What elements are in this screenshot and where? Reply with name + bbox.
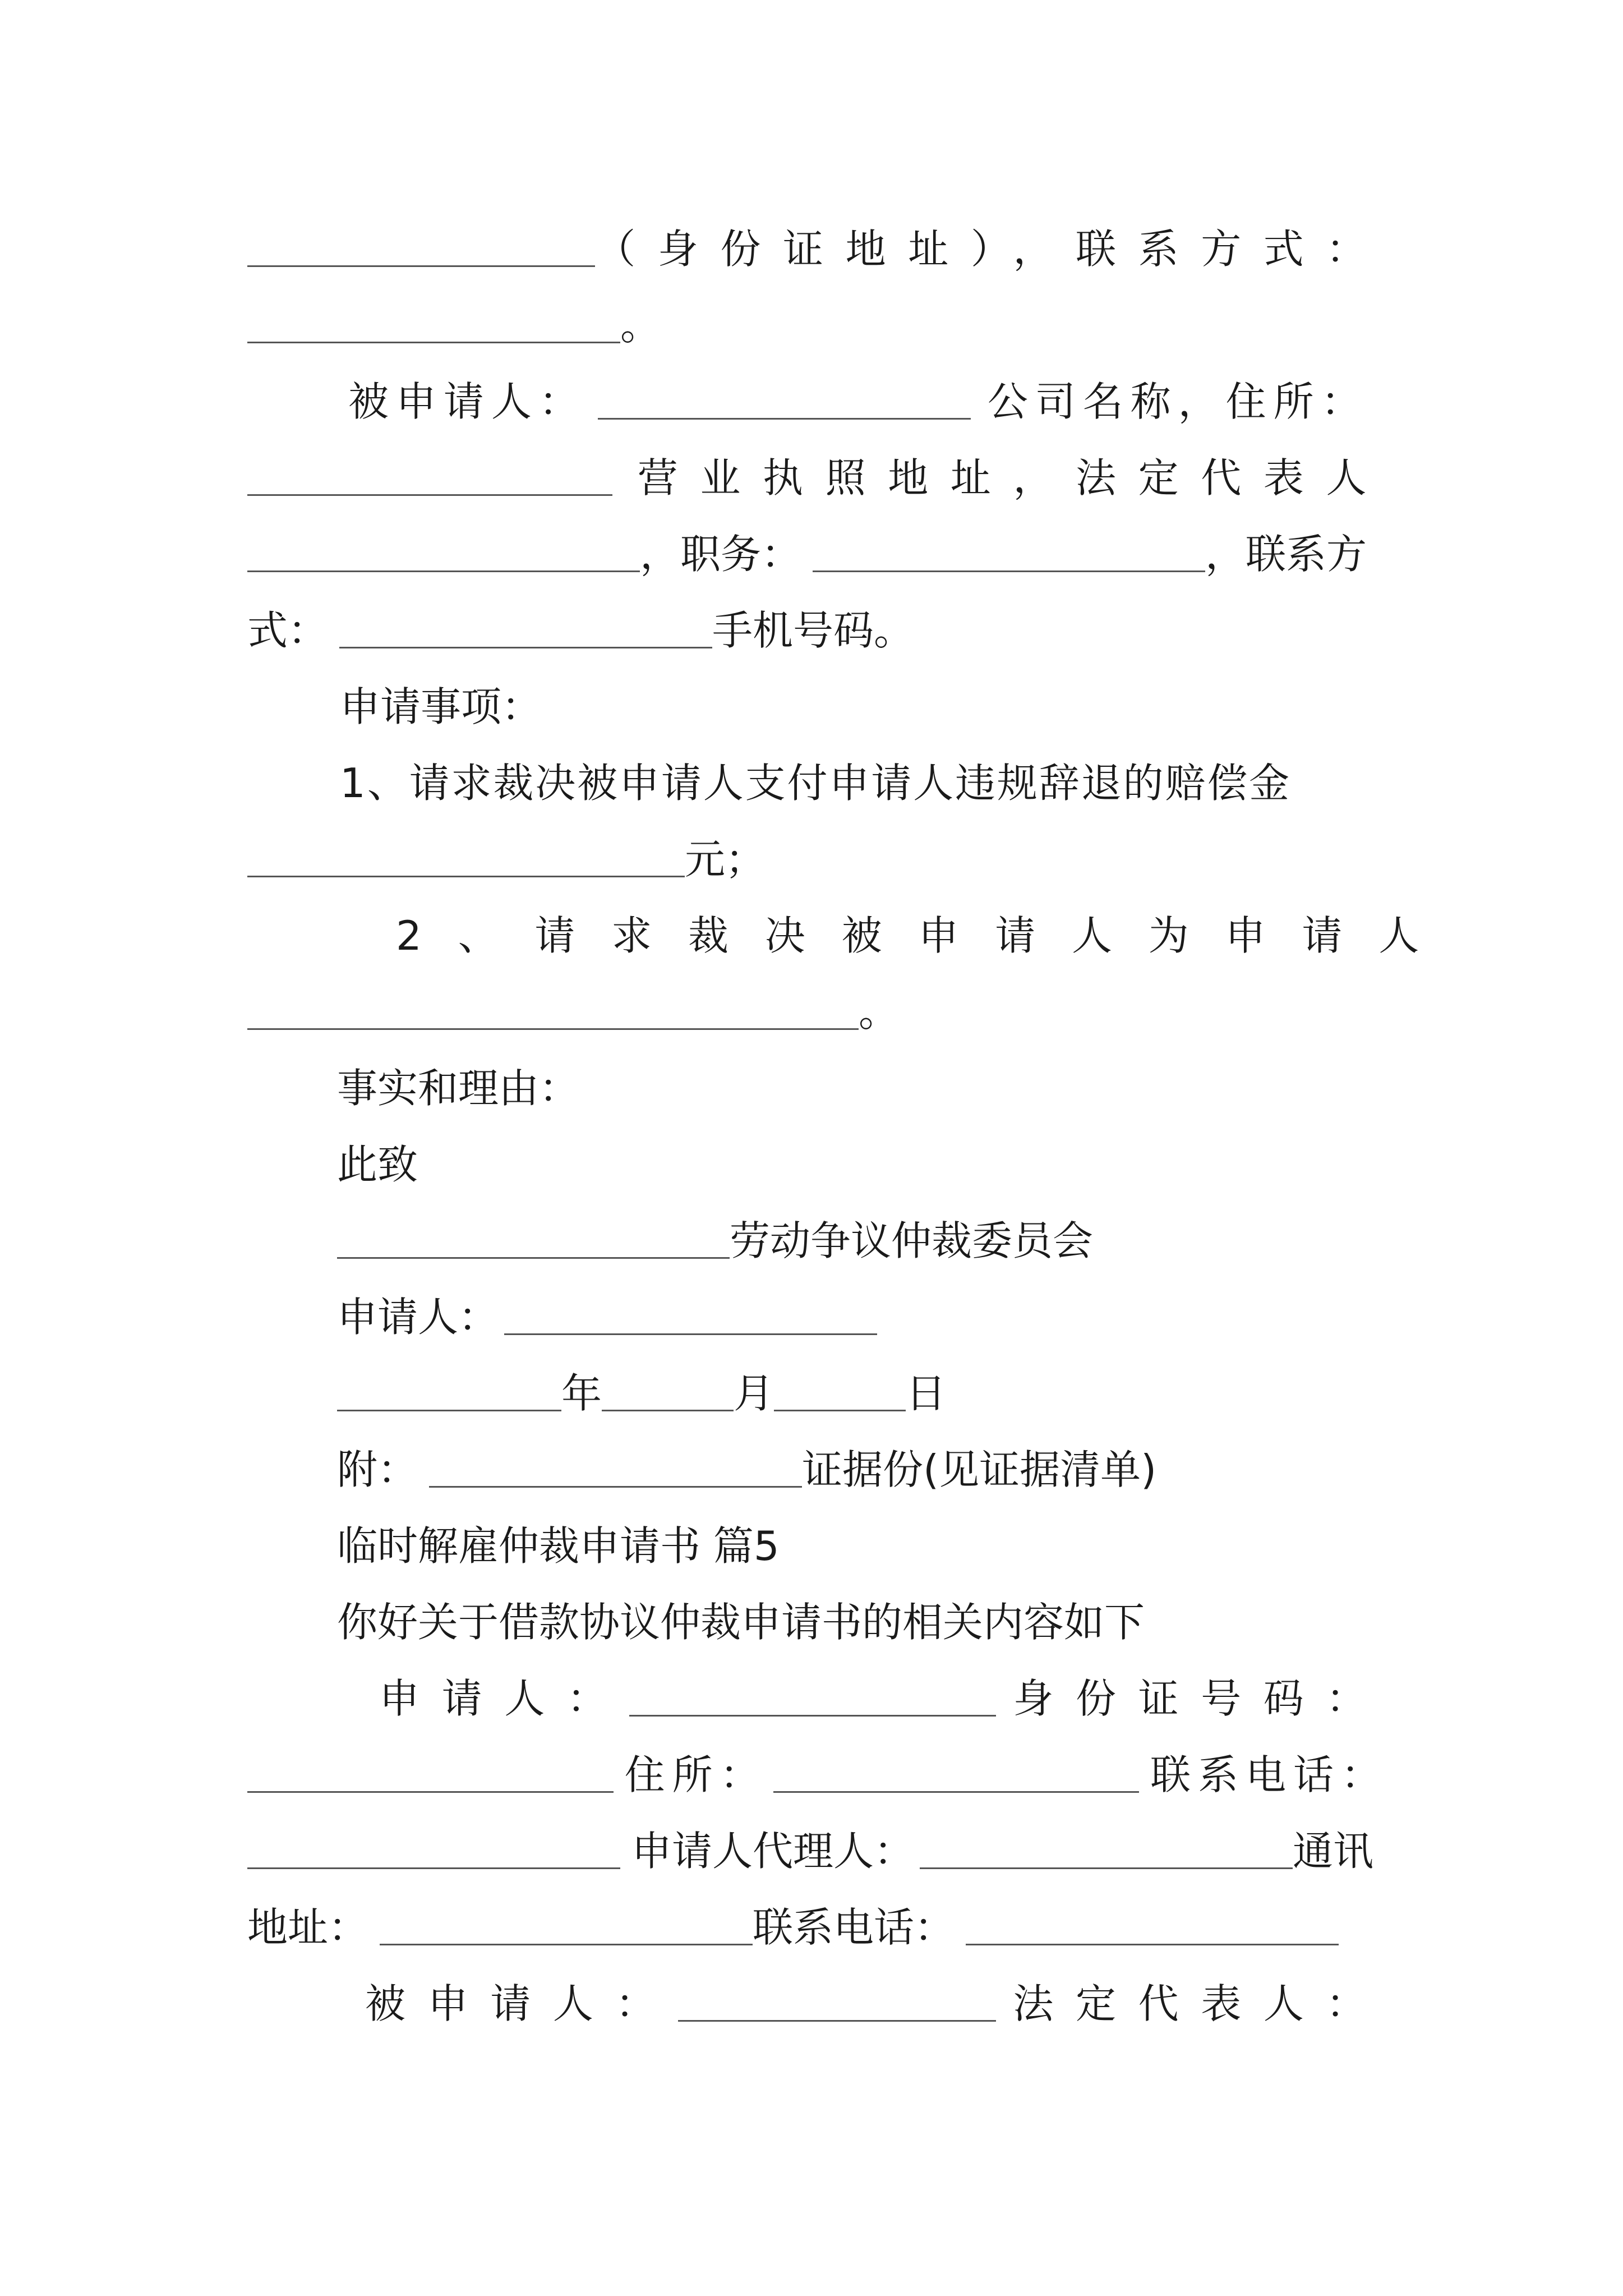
phone-number-text: 手机号码。 (712, 607, 915, 654)
period-text: 。 (859, 988, 900, 1036)
line-4 (247, 431, 1389, 501)
blank-field[interactable] (247, 1026, 859, 1030)
residence-label: 住所： (624, 1751, 768, 1798)
position-label: ，职务： (640, 531, 802, 578)
blank-field[interactable] (247, 492, 612, 496)
line-10 (247, 889, 1456, 959)
blank-field[interactable] (813, 568, 1205, 572)
intro-text: 你好关于借款协议仲裁申请书的相关内容如下 (337, 1599, 1145, 1646)
company-name-residence-text: 公司名称，住所： (987, 378, 1369, 425)
day-label: 日 (906, 1370, 947, 1417)
blank-field[interactable] (337, 1255, 730, 1259)
legal-rep-label: 法定代表人： (1013, 1980, 1389, 2027)
respondent-label: 被申请人： (365, 1980, 679, 2027)
line-5 (247, 507, 1389, 578)
blank-field[interactable] (678, 2018, 996, 2022)
blank-field[interactable] (504, 1331, 877, 1335)
line-14 (247, 1194, 1389, 1264)
year-label: 年 (561, 1370, 602, 1417)
blank-field[interactable] (247, 339, 620, 343)
blank-field[interactable] (247, 1789, 614, 1793)
blank-field[interactable] (247, 873, 685, 877)
phone-label: 联系电话： (753, 1904, 955, 1951)
blank-field[interactable] (773, 1789, 1140, 1793)
id-number-label: 身份证号码： (1013, 1675, 1389, 1722)
id-address-contact-text: （身份证地址），联系方式： (595, 226, 1389, 273)
salutation-text: 此致 (337, 1141, 418, 1188)
blank-field[interactable] (380, 1941, 753, 1945)
phone-label: 联系电话： (1150, 1751, 1389, 1798)
claim-2-text: 2、请求裁决被申请人为申请人 (396, 912, 1456, 959)
business-license-legal-rep-text: 营业执照地址，法定代表人 (637, 454, 1389, 501)
blank-field[interactable] (598, 416, 971, 420)
arbitration-committee-text: 劳动争议仲裁委员会 (730, 1217, 1094, 1264)
respondent-label: 被申请人： (348, 378, 587, 425)
blank-field[interactable] (247, 568, 640, 572)
evidence-list-text: 证据份(见证据清单) (802, 1446, 1157, 1493)
blank-field[interactable] (966, 1941, 1339, 1945)
month-label: 月 (734, 1370, 774, 1417)
applicant-label: 申请人： (379, 1675, 630, 1722)
line-11 (247, 965, 1389, 1036)
line-19 (247, 1575, 1389, 1646)
line-3 (247, 355, 1389, 425)
mailing-text: 通讯 (1293, 1828, 1374, 1875)
line-22 (247, 1804, 1389, 1875)
line-18 (247, 1499, 1389, 1570)
period-text: 。 (620, 302, 661, 349)
line-6 (247, 583, 1389, 654)
section-title: 临时解雇仲裁申请书 篇5 (337, 1522, 780, 1570)
contact-method-label: 式： (247, 607, 329, 654)
line-24 (247, 1957, 1389, 2027)
claims-heading: 申请事项： (340, 683, 542, 730)
contact-text: ，联系方 (1205, 531, 1367, 578)
blank-field[interactable] (247, 263, 595, 267)
address-label: 地址： (247, 1904, 369, 1951)
claim-1-text: 1、请求裁决被申请人支付申请人违规辞退的赔偿金 (340, 760, 1292, 807)
line-12 (247, 1041, 1389, 1112)
line-16 (247, 1346, 1389, 1417)
blank-field[interactable] (920, 1865, 1293, 1869)
line-2 (247, 278, 1389, 349)
line-23 (247, 1880, 1389, 1951)
year-blank[interactable] (337, 1407, 561, 1411)
blank-field[interactable] (339, 645, 712, 648)
line-15 (247, 1270, 1389, 1341)
month-blank[interactable] (602, 1407, 734, 1411)
line-13 (247, 1117, 1389, 1188)
blank-field[interactable] (429, 1484, 802, 1488)
blank-field[interactable] (629, 1713, 996, 1717)
attachment-label: 附： (337, 1446, 418, 1493)
day-blank[interactable] (774, 1407, 906, 1411)
applicant-label: 申请人： (337, 1294, 499, 1341)
line-21 (247, 1728, 1389, 1798)
yuan-text: 元； (685, 836, 766, 883)
line-8 (247, 736, 1389, 807)
line-17 (247, 1423, 1389, 1493)
line-20 (247, 1651, 1389, 1722)
line-1 (247, 202, 1389, 273)
agent-label: 申请人代理人： (631, 1828, 915, 1875)
line-9 (247, 812, 1389, 883)
facts-and-reasons-heading: 事实和理由： (337, 1065, 580, 1112)
line-7 (247, 660, 1389, 730)
blank-field[interactable] (247, 1865, 620, 1869)
